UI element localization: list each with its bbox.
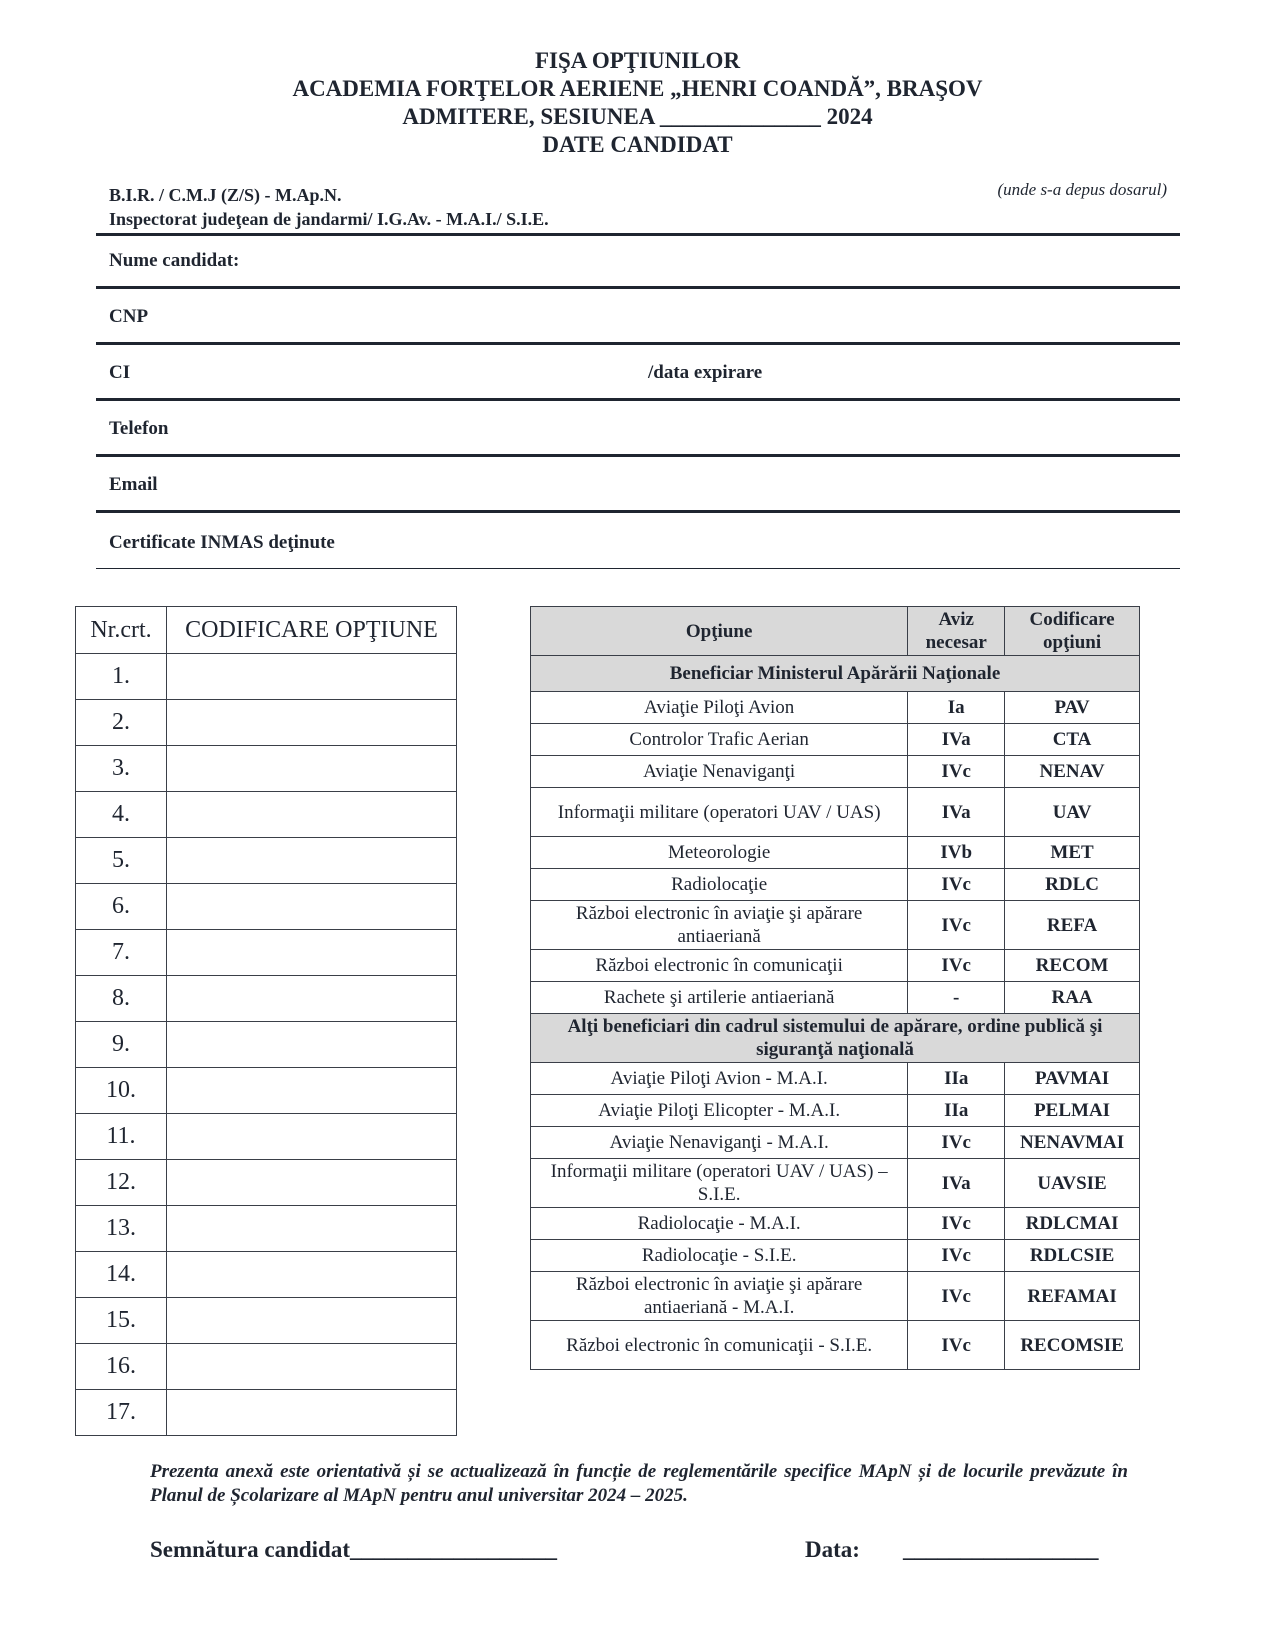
option-code: REFA bbox=[1005, 901, 1140, 950]
section-title: DATE CANDIDAT bbox=[542, 132, 733, 157]
option-row bbox=[76, 1390, 457, 1436]
option-number: 2. bbox=[76, 700, 167, 746]
code-row bbox=[531, 788, 1140, 837]
option-code-cell[interactable] bbox=[167, 1114, 457, 1160]
office-line-2: Inspectorat judeţean de jandarmi/ I.G.Av. - M.A.I./ S.I.E. bbox=[109, 209, 549, 229]
option-number: 12. bbox=[76, 1160, 167, 1206]
option-name: Război electronic în aviaţie şi apărare antiaeriană bbox=[531, 901, 908, 950]
option-number: 10. bbox=[76, 1068, 167, 1114]
codes-table bbox=[530, 606, 1140, 1370]
name-label: Nume candidat: bbox=[109, 250, 240, 271]
option-code: CTA bbox=[1005, 724, 1140, 756]
option-number: 17. bbox=[76, 1390, 167, 1436]
col-aviz-header: Aviz necesar bbox=[908, 607, 1005, 656]
option-row bbox=[76, 838, 457, 884]
option-name: Rachete şi artilerie antiaeriană bbox=[531, 982, 908, 1014]
option-code: REFAMAI bbox=[1005, 1272, 1140, 1321]
date-line[interactable]: _________________ bbox=[903, 1537, 1099, 1562]
aviz-value: IIa bbox=[908, 1063, 1005, 1095]
option-code: RDLC bbox=[1005, 869, 1140, 901]
option-row bbox=[76, 1344, 457, 1390]
option-name: Aviaţie Nenaviganţi - M.A.I. bbox=[531, 1127, 908, 1159]
code-row bbox=[531, 982, 1140, 1014]
ci-label: CI bbox=[109, 362, 131, 383]
option-code-cell[interactable] bbox=[167, 1390, 457, 1436]
code-row bbox=[531, 837, 1140, 869]
date-label: Data: bbox=[805, 1537, 860, 1562]
aviz-value: IVa bbox=[908, 724, 1005, 756]
option-code: RECOMSIE bbox=[1005, 1321, 1140, 1370]
option-row bbox=[76, 792, 457, 838]
aviz-value: IVc bbox=[908, 950, 1005, 982]
aviz-value: IVa bbox=[908, 788, 1005, 837]
option-code: PELMAI bbox=[1005, 1095, 1140, 1127]
option-number: 16. bbox=[76, 1344, 167, 1390]
office-info bbox=[109, 183, 549, 231]
option-number: 4. bbox=[76, 792, 167, 838]
aviz-value: Ia bbox=[908, 692, 1005, 724]
group-row bbox=[531, 656, 1140, 692]
option-code-cell[interactable] bbox=[167, 792, 457, 838]
option-row bbox=[76, 1160, 457, 1206]
code-row bbox=[531, 1321, 1140, 1370]
option-number: 9. bbox=[76, 1022, 167, 1068]
option-code: UAV bbox=[1005, 788, 1140, 837]
option-number: 3. bbox=[76, 746, 167, 792]
name-field[interactable] bbox=[96, 233, 1180, 289]
option-name: Informaţii militare (operatori UAV / UAS) bbox=[531, 788, 908, 837]
aviz-value: IVc bbox=[908, 869, 1005, 901]
aviz-value: IIa bbox=[908, 1095, 1005, 1127]
option-row bbox=[76, 1068, 457, 1114]
code-row bbox=[531, 950, 1140, 982]
annex-note: Prezenta anexă este orientativă și se actualizează în funcție de reglementările specifice MApN și de locurile prevăzute în Planul de Școlarizare al MApN pentru anul universitar 2024 – 2025. bbox=[150, 1461, 1128, 1506]
aviz-value: IVa bbox=[908, 1159, 1005, 1208]
option-code: RECOM bbox=[1005, 950, 1140, 982]
option-name: Informaţii militare (operatori UAV / UAS) – S.I.E. bbox=[531, 1159, 908, 1208]
email-label: Email bbox=[109, 474, 158, 495]
aviz-value: IVc bbox=[908, 1272, 1005, 1321]
certificates-label: Certificate INMAS deţinute bbox=[109, 532, 335, 553]
option-code-cell[interactable] bbox=[167, 838, 457, 884]
aviz-value: - bbox=[908, 982, 1005, 1014]
certificates-field[interactable] bbox=[96, 513, 1180, 569]
option-row bbox=[76, 700, 457, 746]
option-code: PAV bbox=[1005, 692, 1140, 724]
aviz-value: IVc bbox=[908, 1321, 1005, 1370]
group-row bbox=[531, 1014, 1140, 1063]
aviz-value: IVb bbox=[908, 837, 1005, 869]
option-row bbox=[76, 930, 457, 976]
code-row bbox=[531, 901, 1140, 950]
option-code-cell[interactable] bbox=[167, 1252, 457, 1298]
option-name: Aviaţie Piloţi Avion bbox=[531, 692, 908, 724]
option-number: 8. bbox=[76, 976, 167, 1022]
option-code: MET bbox=[1005, 837, 1140, 869]
option-code-cell[interactable] bbox=[167, 976, 457, 1022]
office-line-1: B.I.R. / C.M.J (Z/S) - M.Ap.N. bbox=[109, 185, 342, 205]
code-row bbox=[531, 692, 1140, 724]
code-row bbox=[531, 1063, 1140, 1095]
col-nr-header: Nr.crt. bbox=[76, 607, 167, 654]
option-code-cell[interactable] bbox=[167, 884, 457, 930]
option-code: RDLCSIE bbox=[1005, 1240, 1140, 1272]
group-header: Beneficiar Ministerul Apărării Naţionale bbox=[531, 656, 1140, 692]
option-code: NENAVMAI bbox=[1005, 1127, 1140, 1159]
option-row bbox=[76, 1206, 457, 1252]
col-option-header: Opţiune bbox=[531, 607, 908, 656]
option-row bbox=[76, 884, 457, 930]
option-number: 5. bbox=[76, 838, 167, 884]
phone-label: Telefon bbox=[109, 418, 169, 439]
code-row bbox=[531, 1240, 1140, 1272]
options-table bbox=[75, 606, 457, 1436]
option-code-cell[interactable] bbox=[167, 654, 457, 700]
option-row bbox=[76, 654, 457, 700]
cnp-field[interactable] bbox=[96, 289, 1180, 345]
session-line: ADMITERE, SESIUNEA ______________ 2024 bbox=[402, 104, 873, 129]
email-field[interactable] bbox=[96, 457, 1180, 513]
option-name: Război electronic în comunicaţii - S.I.E. bbox=[531, 1321, 908, 1370]
option-row bbox=[76, 1252, 457, 1298]
option-number: 15. bbox=[76, 1298, 167, 1344]
ci-field[interactable] bbox=[96, 345, 1180, 401]
option-code-cell[interactable] bbox=[167, 1022, 457, 1068]
option-code: RDLCMAI bbox=[1005, 1208, 1140, 1240]
option-code-cell[interactable] bbox=[167, 1068, 457, 1114]
option-code-cell[interactable] bbox=[167, 700, 457, 746]
option-code: PAVMAI bbox=[1005, 1063, 1140, 1095]
option-name: Aviaţie Piloţi Avion - M.A.I. bbox=[531, 1063, 908, 1095]
option-code-cell[interactable] bbox=[167, 930, 457, 976]
option-name: Aviaţie Piloţi Elicopter - M.A.I. bbox=[531, 1095, 908, 1127]
aviz-value: IVc bbox=[908, 901, 1005, 950]
code-row bbox=[531, 1208, 1140, 1240]
code-row bbox=[531, 869, 1140, 901]
option-code: RAA bbox=[1005, 982, 1140, 1014]
form-title: FIŞA OPŢIUNILOR bbox=[534, 48, 741, 73]
option-number: 13. bbox=[76, 1206, 167, 1252]
aviz-value: IVc bbox=[908, 756, 1005, 788]
option-number: 11. bbox=[76, 1114, 167, 1160]
option-name: Radiolocaţie bbox=[531, 869, 908, 901]
option-number: 14. bbox=[76, 1252, 167, 1298]
code-row bbox=[531, 756, 1140, 788]
option-number: 6. bbox=[76, 884, 167, 930]
option-code-cell[interactable] bbox=[167, 1298, 457, 1344]
group-header: Alţi beneficiari din cadrul sistemului de apărare, ordine publică şi siguranţă naţională bbox=[531, 1014, 1140, 1063]
cnp-label: CNP bbox=[109, 306, 149, 327]
option-row bbox=[76, 1022, 457, 1068]
option-row bbox=[76, 1298, 457, 1344]
option-code-cell[interactable] bbox=[167, 746, 457, 792]
option-row bbox=[76, 976, 457, 1022]
option-code: UAVSIE bbox=[1005, 1159, 1140, 1208]
option-name: Război electronic în comunicaţii bbox=[531, 950, 908, 982]
option-name: Meteorologie bbox=[531, 837, 908, 869]
option-name: Controlor Trafic Aerian bbox=[531, 724, 908, 756]
option-name: Radiolocaţie - S.I.E. bbox=[531, 1240, 908, 1272]
option-name: Radiolocaţie - M.A.I. bbox=[531, 1208, 908, 1240]
option-code-cell[interactable] bbox=[167, 1344, 457, 1390]
option-row bbox=[76, 1114, 457, 1160]
option-name: Aviaţie Nenaviganţi bbox=[531, 756, 908, 788]
col-codes-header: Codificare opţiuni bbox=[1005, 607, 1140, 656]
code-row bbox=[531, 724, 1140, 756]
aviz-value: IVc bbox=[908, 1208, 1005, 1240]
code-row bbox=[531, 1095, 1140, 1127]
option-row bbox=[76, 746, 457, 792]
code-row bbox=[531, 1127, 1140, 1159]
phone-field[interactable] bbox=[96, 401, 1180, 457]
col-code-header: CODIFICARE OPŢIUNE bbox=[167, 607, 457, 654]
expiry-label: /data expirare bbox=[648, 362, 763, 383]
candidate-signature[interactable]: Semnătura candidat__________________ bbox=[150, 1537, 557, 1562]
academy-name: ACADEMIA FORŢELOR AERIENE „HENRI COANDĂ”, BRAŞOV bbox=[292, 76, 983, 101]
option-name: Război electronic în aviaţie şi apărare antiaeriană - M.A.I. bbox=[531, 1272, 908, 1321]
option-code-cell[interactable] bbox=[167, 1160, 457, 1206]
option-number: 1. bbox=[76, 654, 167, 700]
option-number: 7. bbox=[76, 930, 167, 976]
code-row bbox=[531, 1272, 1140, 1321]
office-note: (unde s-a depus dosarul) bbox=[997, 180, 1167, 199]
aviz-value: IVc bbox=[908, 1127, 1005, 1159]
aviz-value: IVc bbox=[908, 1240, 1005, 1272]
code-row bbox=[531, 1159, 1140, 1208]
option-code-cell[interactable] bbox=[167, 1206, 457, 1252]
option-code: NENAV bbox=[1005, 756, 1140, 788]
